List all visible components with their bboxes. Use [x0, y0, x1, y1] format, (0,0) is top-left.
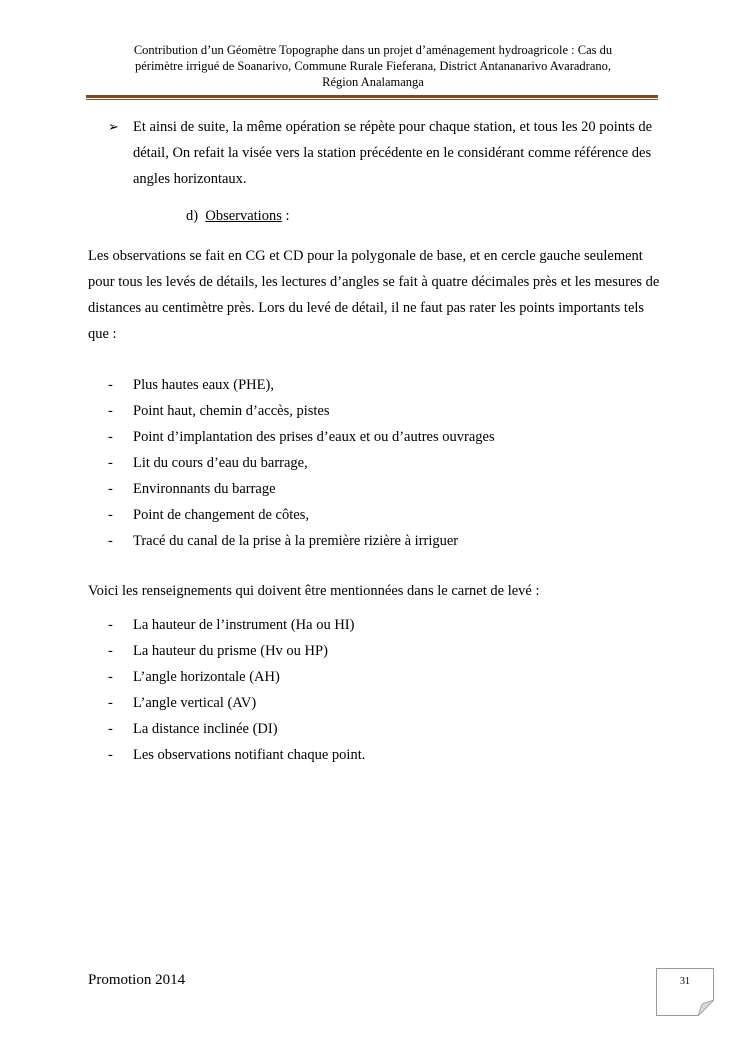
page-header	[86, 42, 660, 90]
header-rule-thin	[86, 99, 658, 100]
dash-marker: -	[108, 695, 113, 711]
page-curl-icon	[698, 1000, 714, 1016]
list-item-text: Lit du cours d’eau du barrage,	[133, 455, 308, 471]
dash-marker: -	[108, 721, 113, 737]
list-item-text: La hauteur de l’instrument (Ha ou HI)	[133, 617, 355, 633]
header-rule-thick	[86, 95, 658, 98]
dash-marker: -	[108, 455, 113, 471]
page-number: 31	[680, 976, 690, 987]
section-subheading	[186, 204, 290, 228]
dash-marker: -	[108, 643, 113, 659]
subheading-suffix: :	[281, 208, 290, 224]
subheading-number: d)	[186, 208, 199, 224]
arrow-bullet-icon: ➢	[108, 119, 119, 134]
list-item-text: La distance inclinée (DI)	[133, 721, 278, 737]
carnet-intro-paragraph: Voici les renseignements qui doivent être mentionnées dans le carnet de levé :	[88, 583, 540, 599]
header-title-line-1: Contribution d’un Géomètre Topographe dans un projet d’aménagement hydroagricole : Cas du	[133, 43, 613, 57]
arrow-bullet-item	[108, 114, 668, 192]
dash-marker: -	[108, 507, 113, 523]
dash-marker: -	[108, 481, 113, 497]
dash-marker: -	[108, 429, 113, 445]
dash-marker: -	[108, 403, 113, 419]
list-item-text: Plus hautes eaux (PHE),	[133, 377, 274, 393]
observations-paragraph: Les observations se fait en CG et CD pour la polygonale de base, et en cercle gauche seulement pour tous les levés de détails, les lectures d’angles se fait à quatre décimales près et les mesures de distances au centimètre près. Lors du levé de détail, il ne faut pas rater les points importants tels que :	[88, 248, 660, 342]
list-item-text: Les observations notifiant chaque point.	[133, 747, 366, 763]
subheading-label: Observations	[205, 208, 282, 224]
dash-marker: -	[108, 669, 113, 685]
page-number-box	[656, 968, 714, 1016]
list-item-text: L’angle horizontale (AH)	[133, 669, 280, 685]
dash-marker: -	[108, 533, 113, 549]
footer-promotion: Promotion 2014	[88, 972, 186, 988]
list-item-text: Point haut, chemin d’accès, pistes	[133, 403, 330, 419]
list-item-text: Environnants du barrage	[133, 481, 276, 497]
dash-marker: -	[108, 747, 113, 763]
header-title-line-2: périmètre irrigué de Soanarivo, Commune Rurale Fieferana, District Antananarivo Avaradrano,	[135, 59, 611, 73]
bullet-text: Et ainsi de suite, la même opération se répète pour chaque station, et tous les 20 points de détail, On refait la visée vers la station précédente en le considérant comme référence des angles horizontaux.	[133, 119, 653, 187]
list-item-text: Point d’implantation des prises d’eaux et ou d’autres ouvrages	[133, 429, 495, 445]
dash-marker: -	[108, 377, 113, 393]
list-item-text: Tracé du canal de la prise à la première rizière à irriguer	[133, 533, 459, 549]
header-title-line-3: Région Analamanga	[322, 75, 424, 89]
list-item-text: La hauteur du prisme (Hv ou HP)	[133, 643, 328, 659]
dash-marker: -	[108, 617, 113, 633]
list-item-text: L’angle vertical (AV)	[133, 695, 257, 711]
list-item-text: Point de changement de côtes,	[133, 507, 309, 523]
